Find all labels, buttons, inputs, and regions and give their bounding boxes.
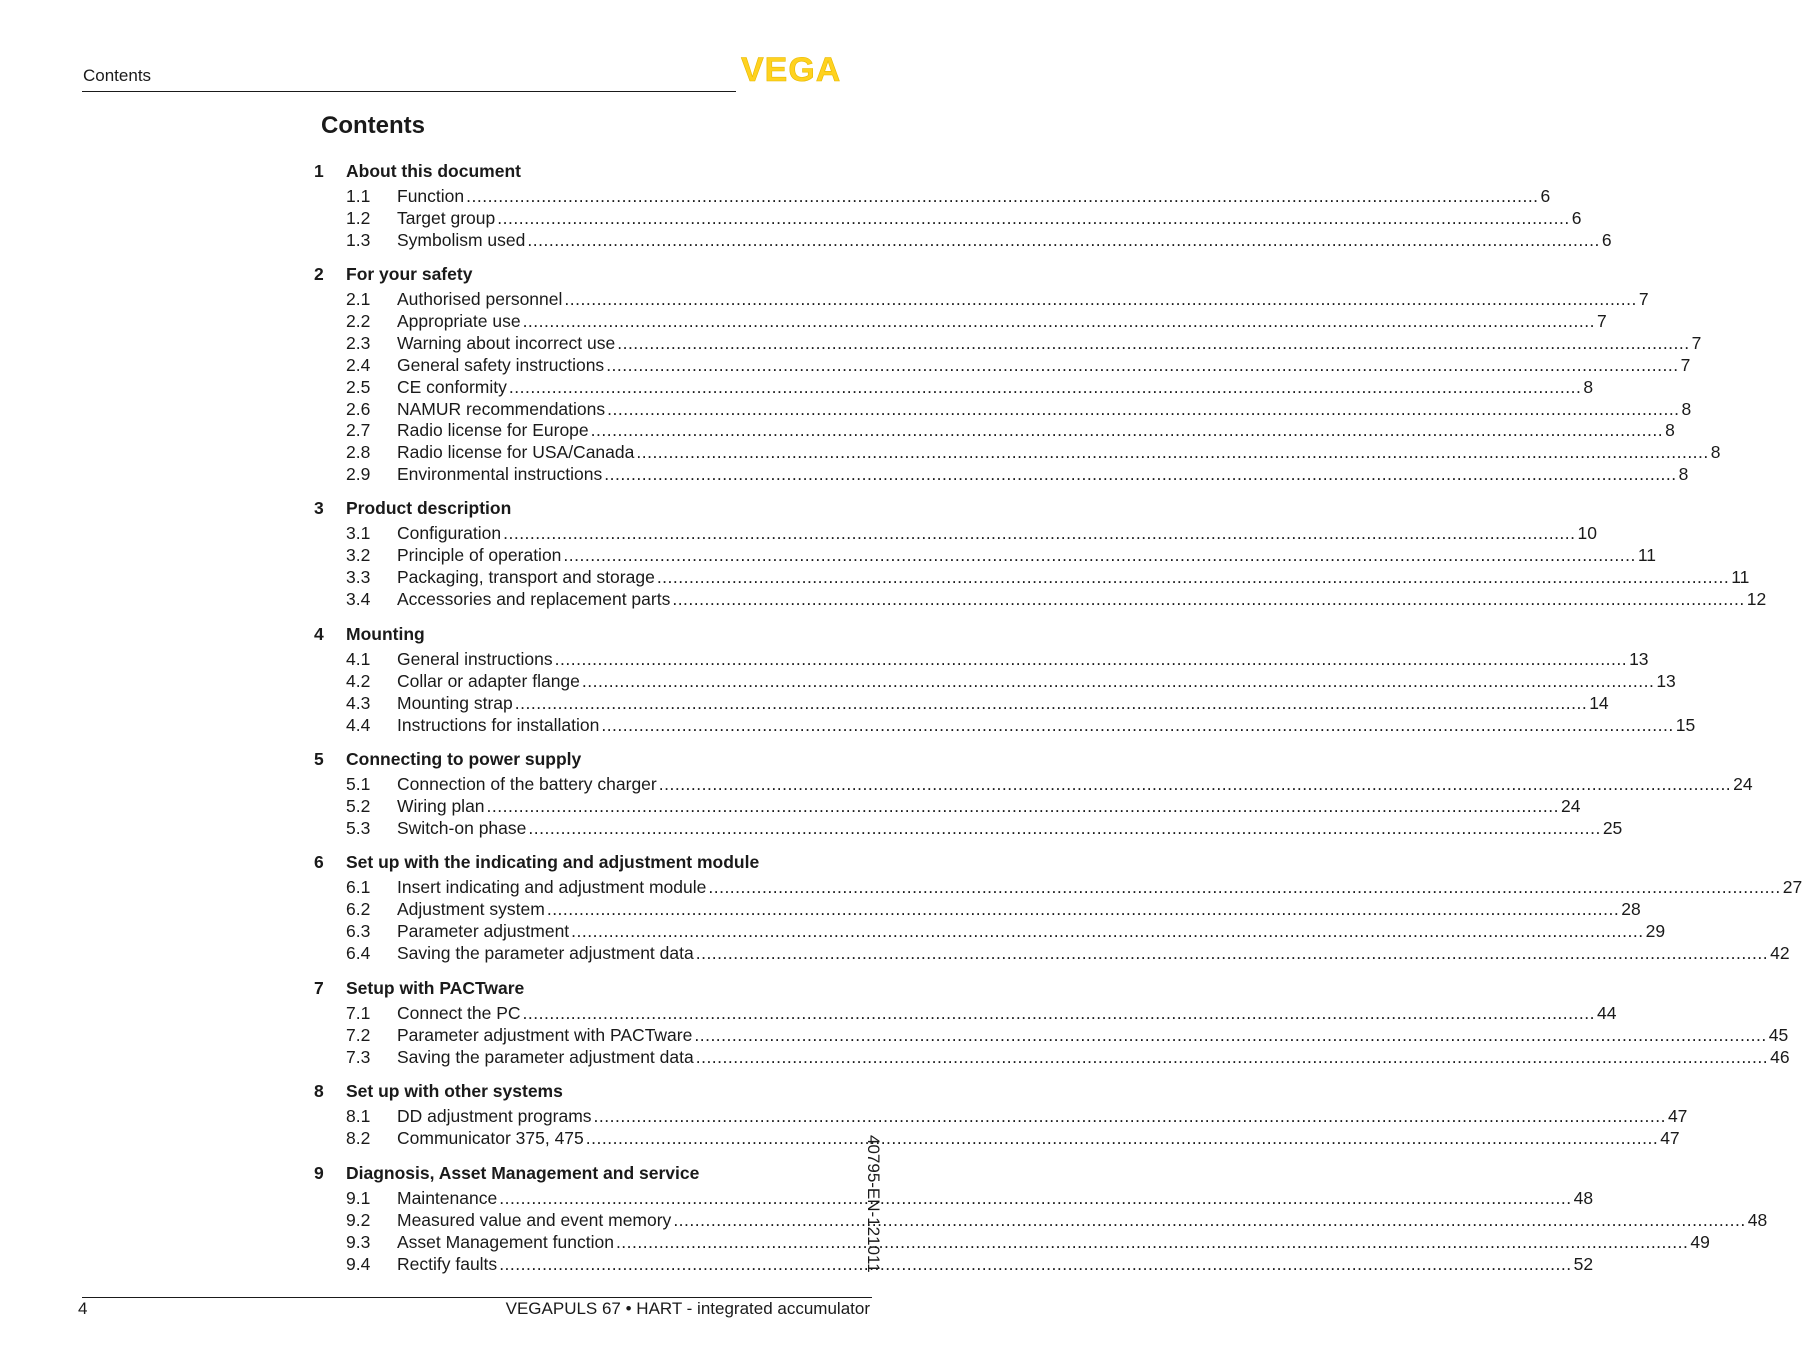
toc-entry[interactable] [346, 464, 1689, 485]
toc-entry-page: 42 [1770, 942, 1790, 963]
toc-entry-number: 8.1 [346, 1106, 371, 1126]
toc-section-number: 7 [314, 978, 324, 998]
toc-section-title: Set up with the indicating and adjustment module [346, 852, 760, 872]
page-title: Contents [321, 112, 425, 139]
toc-section-heading[interactable] [314, 1081, 875, 1101]
toc-entry-number: 2.1 [346, 289, 371, 309]
toc-entry[interactable] [346, 714, 1696, 735]
toc-entry[interactable] [346, 310, 1607, 331]
toc-entry-title: Saving the parameter adjustment data [397, 942, 694, 963]
toc-entry[interactable] [346, 186, 1551, 206]
toc-entry[interactable] [346, 289, 1649, 309]
toc-entry[interactable] [346, 877, 1802, 897]
toc-entry-title: DD adjustment programs [397, 1106, 592, 1126]
running-header: Contents [83, 66, 152, 85]
toc-entry-title: Mounting strap [397, 692, 513, 713]
toc-entry-number: 4.3 [346, 692, 371, 713]
toc-entry-page: 46 [1770, 1046, 1790, 1067]
dot-leader: ........................................................................................................................................................................................................ [601, 714, 1674, 735]
toc-entry-title: Measured value and event memory [397, 1209, 672, 1230]
toc-entry-number: 5.2 [346, 795, 371, 816]
toc-entry[interactable] [346, 670, 1676, 691]
toc-entry-page: 8 [1678, 464, 1689, 485]
toc-entry-number: 2.5 [346, 376, 371, 397]
dot-leader: ........................................................................................................................................................................................................ [528, 817, 1601, 838]
toc-entry-title: Warning about incorrect use [397, 332, 616, 353]
toc-entry-number: 1.3 [346, 229, 371, 250]
toc-entry-page: 24 [1560, 795, 1581, 816]
toc-entry[interactable] [346, 1253, 1594, 1274]
toc-entry-page: 48 [1747, 1209, 1768, 1230]
toc-entry-title: NAMUR recommendations [397, 398, 606, 419]
toc-entry-number: 3.4 [346, 588, 371, 609]
toc-entry-number: 9.2 [346, 1209, 371, 1230]
dot-leader: ........................................................................................................................................................................................................ [554, 649, 1628, 669]
toc-entry-page: 12 [1746, 588, 1767, 609]
toc-entry-page: 25 [1602, 817, 1623, 838]
toc-entry[interactable] [346, 354, 1691, 375]
dot-leader: ........................................................................................................................................................................................................ [527, 229, 1600, 250]
toc-entry-page: 8 [1681, 398, 1692, 419]
dot-leader: ........................................................................................................................................................................................................ [617, 332, 1690, 353]
toc-entry[interactable] [346, 920, 1666, 941]
toc-section-title: Connecting to power supply [346, 749, 582, 769]
toc-section-title: Set up with other systems [346, 1081, 563, 1101]
toc-entry[interactable] [346, 1231, 1710, 1252]
toc-entry-number: 5.1 [346, 774, 371, 794]
toc-section-heading[interactable] [314, 978, 875, 998]
dot-leader: ........................................................................................................................................................................................................ [673, 1209, 1746, 1230]
toc-entry-title: Parameter adjustment [397, 920, 570, 941]
toc-entry-number: 3.1 [346, 523, 371, 543]
toc-entry-number: 4.2 [346, 670, 371, 691]
toc-entry-title: Collar or adapter flange [397, 670, 580, 691]
toc-entry-title: Wiring plan [397, 795, 485, 816]
toc-entry-title: Maintenance [397, 1188, 498, 1208]
toc-entry[interactable] [346, 1127, 1680, 1148]
toc-section-title: Setup with PACTware [346, 978, 525, 998]
toc-entry[interactable] [346, 1003, 1617, 1023]
dot-leader: ........................................................................................................................................................................................................ [522, 310, 1595, 331]
toc-entry-number: 5.3 [346, 817, 371, 838]
dot-leader: ........................................................................................................................................................................................................ [615, 1231, 1689, 1252]
toc-entry[interactable] [346, 229, 1612, 250]
toc-entry-page: 11 [1731, 566, 1750, 587]
toc-entry-page: 47 [1660, 1127, 1680, 1148]
toc-entry-page: 44 [1596, 1003, 1617, 1023]
dot-leader: ........................................................................................................................................................................................................ [672, 588, 1745, 609]
dot-leader: ........................................................................................................................................................................................................ [499, 1253, 1572, 1274]
toc-entry-title: General instructions [397, 649, 553, 669]
dot-leader: ........................................................................................................................................................................................................ [593, 1106, 1666, 1126]
toc-entry-number: 1.2 [346, 207, 371, 228]
toc-entry-number: 3.3 [346, 566, 371, 587]
dot-leader: ........................................................................................................................................................................................................ [694, 1024, 1767, 1045]
toc-entry-number: 2.9 [346, 464, 371, 485]
toc-entry-page: 52 [1573, 1253, 1594, 1274]
toc-section-heading[interactable] [314, 1163, 875, 1183]
vega-logo-text: VEGA [741, 51, 842, 89]
toc-entry-title: Environmental instructions [397, 464, 603, 485]
toc-entry-number: 9.1 [346, 1188, 371, 1208]
dot-leader: ........................................................................................................................................................................................................ [658, 774, 1732, 794]
toc-entry-number: 7.2 [346, 1024, 371, 1045]
toc-entry[interactable] [346, 588, 1767, 609]
toc-entry-page: 48 [1573, 1188, 1594, 1208]
dot-leader: ........................................................................................................................................................................................................ [563, 544, 1636, 565]
dot-leader: ........................................................................................................................................................................................................ [497, 207, 1570, 228]
toc-section-number: 4 [314, 624, 324, 644]
toc-entry-page: 6 [1571, 207, 1582, 228]
toc-section-title: Diagnosis, Asset Management and service [346, 1163, 700, 1183]
toc-entry[interactable] [346, 1209, 1768, 1230]
toc-entry-title: Adjustment system [397, 898, 545, 919]
toc-section-number: 1 [314, 161, 324, 181]
toc-entry-title: Configuration [397, 523, 502, 543]
header-divider [82, 91, 736, 92]
dot-leader: ........................................................................................................................................................................................................ [571, 920, 1644, 941]
footer-page-number: 4 [78, 1299, 88, 1318]
toc-entry-number: 7.1 [346, 1003, 371, 1023]
toc-entry-number: 2.6 [346, 398, 371, 419]
toc-entry-title: General safety instructions [397, 354, 605, 375]
toc-section-number: 8 [314, 1081, 324, 1101]
toc-entry-page: 6 [1601, 229, 1612, 250]
dot-leader: ........................................................................................................................................................................................................ [695, 1046, 1769, 1067]
toc-entry-title: Instructions for installation [397, 714, 600, 735]
toc-entry-page: 13 [1629, 649, 1649, 669]
toc-entry-title: Communicator 375, 475 [397, 1127, 584, 1148]
toc-section-number: 9 [314, 1163, 324, 1183]
toc-entry-title: Radio license for Europe [397, 420, 589, 441]
toc-entry-title: Authorised personnel [397, 289, 563, 309]
toc-entry-number: 2.7 [346, 420, 371, 441]
toc-entry-page: 47 [1667, 1106, 1688, 1126]
toc-section-number: 3 [314, 498, 324, 518]
toc-entry-number: 2.8 [346, 442, 371, 463]
toc-entry[interactable] [346, 544, 1656, 565]
dot-leader: ........................................................................................................................................................................................................ [499, 1188, 1572, 1208]
toc-entry-title: Packaging, transport and storage [397, 566, 655, 587]
toc-entry-number: 9.4 [346, 1253, 371, 1274]
toc-entry-number: 6.2 [346, 898, 371, 919]
dot-leader: ........................................................................................................................................................................................................ [695, 942, 1769, 963]
toc-entry[interactable] [346, 1024, 1789, 1045]
toc-entry-page: 13 [1656, 670, 1676, 691]
toc-entry[interactable] [346, 523, 1597, 543]
toc-entry-title: Principle of operation [397, 544, 562, 565]
toc-entry-page: 24 [1733, 774, 1753, 794]
dot-leader: ........................................................................................................................................................................................................ [708, 877, 1781, 897]
dot-leader: ........................................................................................................................................................................................................ [581, 670, 1655, 691]
toc-entry[interactable] [346, 1188, 1594, 1208]
toc-entry-number: 4.1 [346, 649, 371, 669]
toc-section-number: 6 [314, 852, 324, 872]
toc-entry-page: 15 [1675, 714, 1696, 735]
toc-entry-number: 3.2 [346, 544, 371, 565]
document-code: 40795-EN-121011 [864, 1135, 883, 1273]
toc-entry-title: Accessories and replacement parts [397, 588, 671, 609]
dot-leader: ........................................................................................................................................................................................................ [656, 566, 1730, 587]
dot-leader: ........................................................................................................................................................................................................ [486, 795, 1559, 816]
toc-entry-page: 8 [1710, 442, 1721, 463]
dot-leader: ........................................................................................................................................................................................................ [564, 289, 1637, 309]
toc-section-heading[interactable] [314, 852, 875, 872]
toc-entry[interactable] [346, 376, 1594, 397]
dot-leader: ........................................................................................................................................................................................................ [590, 420, 1664, 441]
toc-entry-title: Function [397, 186, 465, 206]
toc-entry[interactable] [346, 795, 1581, 816]
toc-entry[interactable] [346, 332, 1702, 353]
toc-entry[interactable] [346, 1106, 1688, 1126]
dot-leader: ........................................................................................................................................................................................................ [607, 398, 1680, 419]
toc-entry-title: Radio license for USA/Canada [397, 442, 635, 463]
toc-entry-number: 2.2 [346, 310, 371, 331]
toc-entry[interactable] [346, 774, 1753, 794]
dot-leader: ........................................................................................................................................................................................................ [503, 523, 1576, 543]
toc-entry-number: 6.1 [346, 877, 371, 897]
toc-entry-page: 28 [1621, 898, 1641, 919]
toc-entry-page: 6 [1540, 186, 1551, 206]
dot-leader: ........................................................................................................................................................................................................ [522, 1003, 1595, 1023]
toc-entry-title: Saving the parameter adjustment data [397, 1046, 694, 1067]
toc-entry-title: Symbolism used [397, 229, 526, 250]
toc-entry-page: 49 [1690, 1231, 1710, 1252]
dot-leader: ........................................................................................................................................................................................................ [604, 464, 1677, 485]
toc-entry[interactable] [346, 420, 1675, 441]
toc-entry-title: Asset Management function [397, 1231, 614, 1252]
toc-entry-page: 29 [1645, 920, 1666, 941]
toc-entry-page: 10 [1577, 523, 1597, 543]
toc-section-heading[interactable] [314, 749, 875, 769]
toc-entry-title: Insert indicating and adjustment module [397, 877, 707, 897]
dot-leader: ........................................................................................................................................................................................................ [508, 376, 1582, 397]
toc-entry-number: 6.4 [346, 942, 371, 963]
toc-entry-number: 7.3 [346, 1046, 371, 1067]
toc-entry-number: 1.1 [346, 186, 371, 206]
toc-entry-page: 11 [1637, 544, 1656, 565]
footer-document-title: VEGAPULS 67 • HART - integrated accumulator [505, 1299, 870, 1318]
toc-section-heading[interactable] [314, 624, 875, 644]
toc-entry-title: Parameter adjustment with PACTware [397, 1024, 693, 1045]
dot-leader: ........................................................................................................................................................................................................ [636, 442, 1709, 463]
toc-entry-page: 8 [1665, 420, 1675, 441]
toc-entry[interactable] [346, 442, 1721, 463]
toc-entry-number: 4.4 [346, 714, 371, 735]
toc-entry[interactable] [346, 692, 1609, 713]
toc-entry-page: 27 [1782, 877, 1802, 897]
toc-entry[interactable] [346, 398, 1692, 419]
toc-entry-title: Rectify faults [397, 1253, 498, 1274]
toc-entry-page: 7 [1638, 289, 1649, 309]
toc-entry-title: Appropriate use [397, 310, 521, 331]
toc-entry[interactable] [346, 898, 1641, 919]
toc-section-heading[interactable] [314, 264, 875, 284]
toc-entry-page: 7 [1680, 354, 1691, 375]
toc-entry-title: Connection of the battery charger [397, 774, 657, 794]
toc-section-number: 5 [314, 749, 324, 769]
toc-entry[interactable] [346, 817, 1623, 838]
dot-leader: ........................................................................................................................................................................................................ [585, 1127, 1659, 1148]
dot-leader: ........................................................................................................................................................................................................ [514, 692, 1588, 713]
toc-section-title: Product description [346, 498, 512, 518]
toc-section-number: 2 [314, 264, 324, 284]
toc-entry-title: Switch-on phase [397, 817, 527, 838]
toc-entry-page: 45 [1768, 1024, 1789, 1045]
toc-entry-page: 8 [1583, 376, 1594, 397]
toc-entry-title: CE conformity [397, 376, 507, 397]
toc-entry-number: 6.3 [346, 920, 371, 941]
toc-section-title: About this document [346, 161, 521, 181]
toc-entry-title: Target group [397, 207, 496, 228]
toc-entry-number: 2.3 [346, 332, 371, 353]
toc-entry-title: Connect the PC [397, 1003, 521, 1023]
vega-logo [741, 51, 873, 89]
toc-section-heading[interactable] [314, 498, 875, 518]
toc-entry-number: 8.2 [346, 1127, 371, 1148]
toc-entry[interactable] [346, 566, 1750, 587]
toc-entry[interactable] [346, 207, 1582, 228]
toc-entry-number: 9.3 [346, 1231, 371, 1252]
toc-entry-page: 7 [1691, 332, 1702, 353]
toc-entry[interactable] [346, 942, 1790, 963]
toc-section-title: Mounting [346, 624, 425, 644]
dot-leader: ........................................................................................................................................................................................................ [466, 186, 1539, 206]
toc-section-title: For your safety [346, 264, 473, 284]
toc-entry-page: 14 [1589, 692, 1609, 713]
toc-entry[interactable] [346, 649, 1649, 669]
toc-entry[interactable] [346, 1046, 1790, 1067]
dot-leader: ........................................................................................................................................................................................................ [546, 898, 1620, 919]
toc-entry-page: 7 [1596, 310, 1607, 331]
toc-entry-number: 2.4 [346, 354, 371, 375]
footer-divider [82, 1297, 872, 1298]
dot-leader: ........................................................................................................................................................................................................ [606, 354, 1679, 375]
toc-section-heading[interactable] [314, 161, 875, 181]
